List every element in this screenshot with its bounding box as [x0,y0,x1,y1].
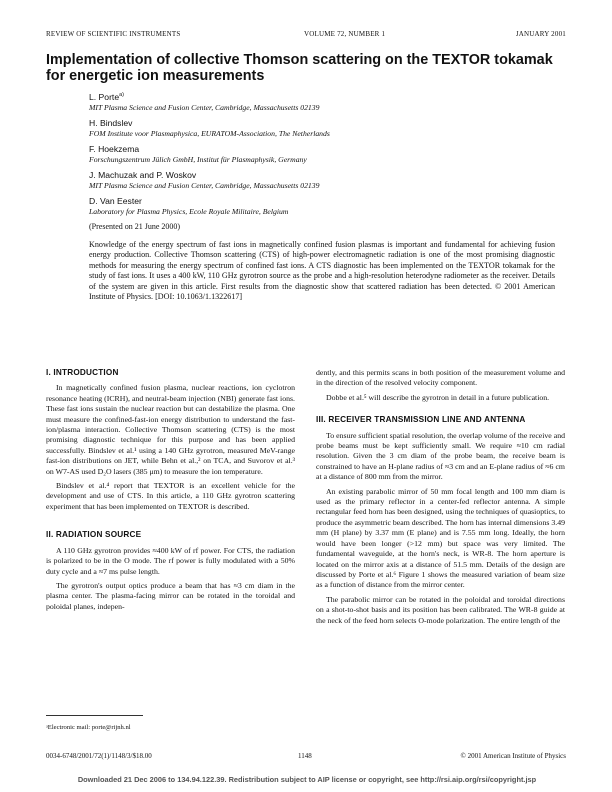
author-affiliation: MIT Plasma Science and Fusion Center, Cambridge, Massachusetts 02139 [89,180,320,190]
author-footnote-mark[interactable]: a) [119,92,124,98]
author-entry [89,144,559,165]
author-name: H. Bindslev [89,117,133,128]
body-paragraph: Dobbe et al.⁵ will describe the gyrotron in detail in a future publication. [326,392,550,402]
body-paragraph: A 110 GHz gyrotron provides ≈400 kW of rf power. For CTS, the radiation is polarized to be in the O mode. The rf power is fully modulated with a 50% duty cycle and a ≈7 ms pulse length. [46,545,295,576]
presented-date: (Presented on 21 June 2000) [89,221,181,231]
body-paragraph: dently, and this permits scans in both position of the measurement volume and in the direction of the resolved velocity component. [316,368,565,388]
section-heading: II. RADIATION SOURCE [46,530,142,540]
author-name: D. Van Eester [89,195,142,206]
author-affiliation: FOM Institute voor Plasmaphysica, EURATOM-Association, The Netherlands [89,128,330,138]
body-paragraph: The parabolic mirror can be rotated in the poloidal and toroidal directions on a shot-to-shot basis and its position has been calibrated. The WR-8 guide at the neck of the feed horn selects O-mode polarization. The entire length of the [316,594,565,625]
footnote-rule [46,715,143,716]
right-column [316,368,565,630]
copyright-notice: © 2001 American Institute of Physics [460,752,566,760]
section-heading: III. RECEIVER TRANSMISSION LINE AND ANTENNA [316,415,526,425]
author-affiliation: MIT Plasma Science and Fusion Center, Cambridge, Massachusetts 02139 [89,102,320,112]
author-entry [89,90,559,113]
left-column [46,368,295,616]
author-entry [89,170,559,191]
author-affiliation: Forschungszentrum Jülich GmbH, Institut für Plasmaphysik, Germany [89,154,307,164]
journal-name: REVIEW OF SCIENTIFIC INSTRUMENTS [46,30,181,38]
author-name: F. Hoekzema [89,143,140,154]
author-block [89,90,559,232]
article-title: Implementation of collective Thomson scattering on the TEXTOR tokamak for energetic ion measurements [46,52,553,84]
author-entry [89,196,559,217]
download-notice[interactable]: Downloaded 21 Dec 2006 to 134.94.122.39. Redistribution subject to AIP license or copyright, see http://rsi.aip.org/rsi/copyright.jsp [77,775,537,784]
body-paragraph: An existing parabolic mirror of 50 mm focal length and 100 mm diam is used as the primary reflector in a center-fed reflector antenna. A simple rectangular feed horn has been designed, using the techniques of quasioptics, to produce the asymmetric beam described. The horn has internal dimensions 3.49 mm (H plane) by 3.37 mm (E plane) and is 7.55 mm long. Ideally, the horn would have been longer (>12 mm) but space was very limited. The fundamental waveguide, at the horn's neck, is WR-8. The horn aperture is located on the mirror axis at a distance of 51.5 mm. Details of the design are discussed by Porte et al.⁶ Figure 1 shows the measured variation of beam size as a function of distance from the mirror center. [316,486,565,590]
body-paragraph: In magnetically confined fusion plasma, nuclear reactions, ion cyclotron resonance heating (ICRH), and neutral-beam injection (NBI) generate fast ions. These fast ions sustain the nuclear reaction but can destabilize the plasma. One must measure the confined-fast-ion energy distribution to understand the fast-ion/plasma interaction. Collective Thomson scattering (CTS) is the most promising diagnostic technique for this purpose and has been applied successfully. Bindslev et al.¹ using a 140 GHz gyrotron, measured MeV-range fast-ion distributions on JET, while Behn et al.,² on TCA, and Suvorov et al.³ on W7-AS used D₂O lasers (385 μm) to measure the ion temperature. [46,383,295,476]
author-affiliation: Laboratory for Plasma Physics, Ecole Royale Militaire, Belgium [89,206,289,216]
page-number: 1148 [298,752,312,760]
author-entry [89,118,559,139]
volume-number: VOLUME 72, NUMBER 1 [304,30,386,38]
body-paragraph: The gyrotron's output optics produce a beam that has ≈3 cm diam in the plasma center. The plasma-facing mirror can be rotated in the toroidal and poloidal planes, indepen- [46,580,295,611]
section-heading: I. INTRODUCTION [46,368,119,377]
body-paragraph: Bindslev et al.⁴ report that TEXTOR is an excellent vehicle for the development and use of CTS. In this article, a 110 GHz gyrotron scattering experiment that has been implemented on TEXTOR is described. [46,481,295,511]
issue-date: JANUARY 2001 [515,30,566,38]
article-code: 0034-6748/2001/72(1)/1148/3/$18.00 [46,752,152,760]
author-name: J. Machuzak and P. Woskov [89,169,197,180]
footnote: ᵃElectronic mail: porte@rijnh.nl [46,724,131,731]
body-paragraph: To ensure sufficient spatial resolution, the overlap volume of the receive and probe beams must be kept sufficiently small. We require ≈10 cm radial resolution. Given the 3 cm diam of the probe beam, the receive beam is constrained to have an H-plane radius of ≈3 cm and an E-plane radius of ≈6 cm at a distance of 800 mm from the mirror. [316,430,565,482]
abstract: Knowledge of the energy spectrum of fast ions in magnetically confined fusion plasmas is important and fundamental for achieving fusion energy production. Collective Thomson scattering (CTS) of high-power electromagnetic radiation is one of the most promising diagnostic methods for measuring the energy spectrum of confined fast ions. A CTS diagnostic has been implemented on the TEXTOR tokamak for the study of fast ions. It uses a 400 kW, 110 GHz gyrotron source as the probe and a high-resolution heterodyne radiometer as the receiver. Details of the system are given in this article. First results from the diagnostic show that scattered radiation has been detected. © 2001 American Institute of Physics. [DOI: 10.1063/1.1322617] [89,240,555,302]
author-name: L. Porte [89,91,120,102]
